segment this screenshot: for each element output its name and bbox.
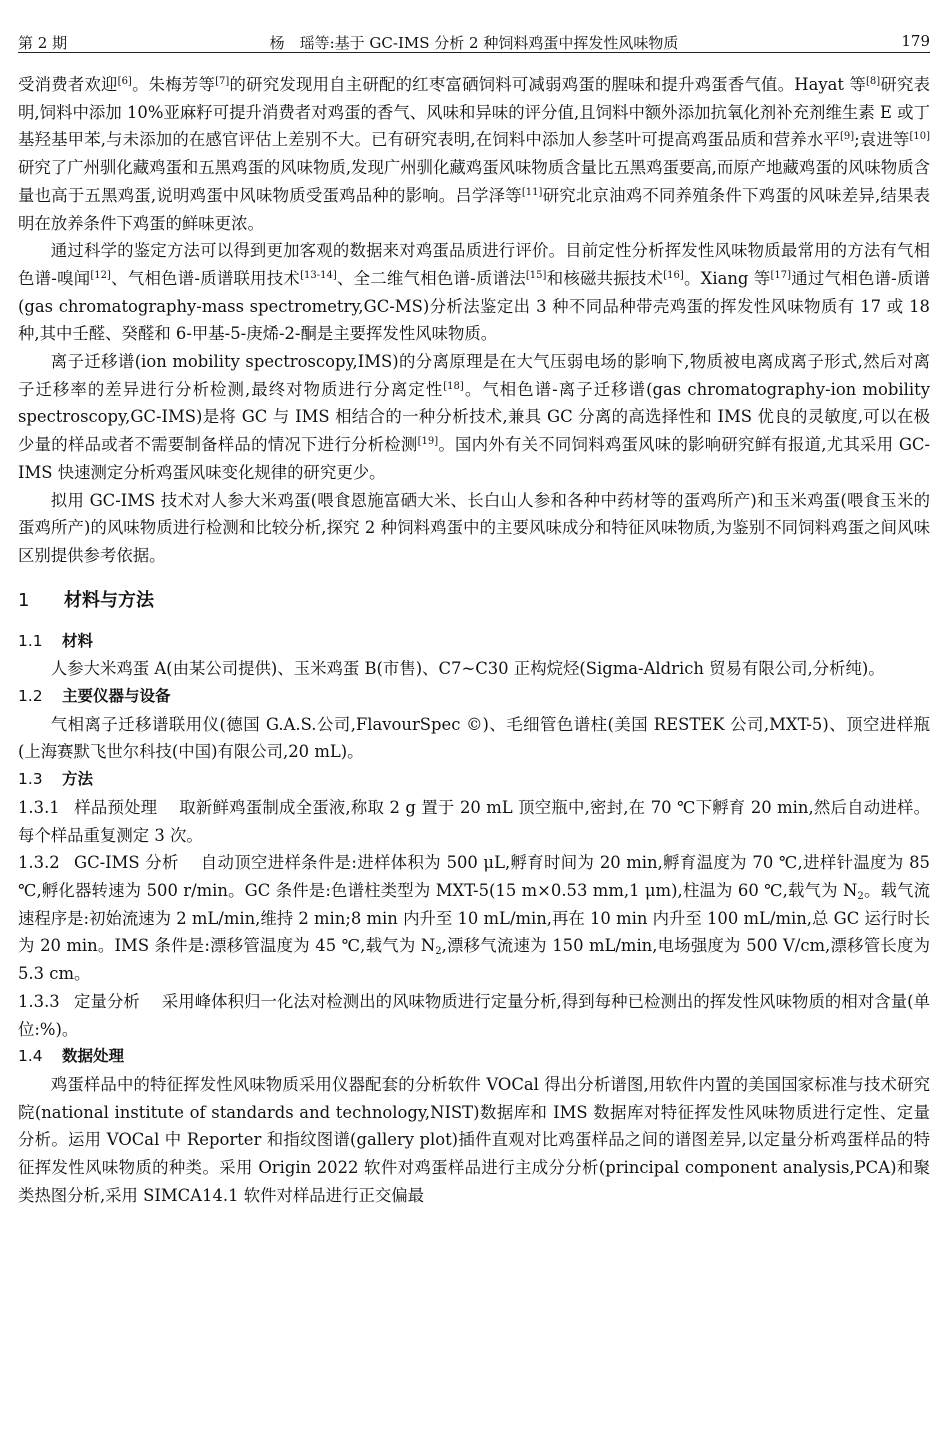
- paragraph-study-aim: 拟用 GC-IMS 技术对人参大米鸡蛋(喂食恩施富硒大米、长白山人参和各种中药材等的蛋鸡所产)和玉米鸡蛋(喂食玉米的蛋鸡所产)的风味物质进行检测和比较分析,探究 2 种饲料鸡蛋中的主要风味成分和特征风味物质,为鉴别不同饲料鸡蛋之间风味区别提供参考依据。: [18, 490, 930, 565]
- text-run: 研究了广州驯化藏鸡蛋和五黑鸡蛋的风味物质,发现广州驯化藏鸡蛋风味物质含量比五黑鸡蛋要高,而原产地藏鸡蛋的风味物质含量也高于五黑鸡蛋,说明鸡蛋中风味物质受蛋鸡品种的影响。吕学泽等: [18, 158, 930, 205]
- subsection-title: 样品预处理: [74, 797, 158, 817]
- text-run: 研究表明,饲料中添加 10%亚麻籽可提升消费者对鸡蛋的香气、风味和异味的评分值,且饲料中额外添加抗氧化剂补充剂维生素 E 或丁基羟基甲苯,与未添加的在感官评估上差别不大。已有研究表明,在饲料中添加人参茎叶可提高鸡蛋品质和营养水平: [18, 75, 931, 150]
- text-run: 的研究发现用自主研配的红枣富硒饲料可减弱鸡蛋的腥味和提升鸡蛋香气值。Hayat 等: [229, 75, 866, 94]
- section-heading-1-3: [18, 766, 930, 794]
- section-title: 数据处理: [62, 1047, 125, 1066]
- citation-ref: [16]: [663, 269, 684, 281]
- text-run: 、全二维气相色谱-质谱法: [336, 268, 526, 288]
- citation-ref: [9]: [839, 131, 855, 143]
- text-run: 。国内外有关不同饲料鸡蛋风味的影响研究鲜有报道,尤其采用 GC-IMS 快速测定分析鸡蛋风味变化规律的研究更少。: [18, 435, 930, 482]
- paragraph-intro-continued: [18, 71, 930, 237]
- page-number: 179: [901, 32, 930, 50]
- section-heading-1-1: [18, 628, 930, 656]
- text-run: 、气相色谱-质谱联用技术: [110, 268, 301, 288]
- section-title: 方法: [62, 770, 94, 789]
- subscript: 2: [857, 890, 864, 902]
- section-number: 1.1: [18, 631, 43, 650]
- text-run: ,漂移气流速为 150 mL/min,电场强度为 500 V/cm,漂移管长度为 5.3 cm。: [18, 936, 930, 984]
- paragraph-materials: 人参大米鸡蛋 A(由某公司提供)、玉米鸡蛋 B(市售)、C7~C30 正构烷烃(Sigma-Aldrich 贸易有限公司,分析纯)。: [50, 659, 885, 679]
- citation-ref: [15]: [525, 269, 547, 281]
- citation-ref: [18]: [443, 380, 464, 392]
- section-number: 1.4: [18, 1047, 43, 1066]
- article-body: [18, 71, 930, 1209]
- paragraph-methods-overview: [18, 237, 930, 348]
- text-run: 采用峰体积归一化法对检测出的风味物质进行定量分析,得到每种已检测出的挥发性风味物质的相对含量(单位:%)。: [18, 991, 930, 1039]
- section-heading-1-2: [18, 683, 930, 711]
- paragraph-gc-ims-analysis: [18, 849, 930, 988]
- text-run: 。Xiang 等: [683, 268, 771, 288]
- text-run: 通过科学的鉴定方法可以得到更加客观的数据来对鸡蛋品质进行评价。目前定性分析挥发性风味物质最常用的方法有气相色谱-嗅闻: [18, 241, 930, 288]
- paragraph-instruments: 气相离子迁移谱联用仪(德国 G.A.S.公司,FlavourSpec ©)、毛细管色谱柱(美国 RESTEK 公司,MXT-5)、顶空进样瓶(上海赛默飞世尔科技(中国)有限公司,20 mL)。: [18, 714, 930, 762]
- citation-ref: [17]: [770, 269, 792, 281]
- citation-ref: [13-14]: [300, 269, 337, 281]
- paragraph-quantitative-analysis: [18, 988, 930, 1043]
- text-run: 。载气流速程序是:初始流速为 2 mL/min,维持 2 min;8 min 内升至 10 mL/min,再在 10 min 内升至 100 mL/min,总 GC 运行时长为 20 min。IMS 条件是:漂移管温度为 45 ℃,载气为 N: [18, 880, 931, 956]
- issue-label: 第 2 期: [18, 34, 68, 52]
- subsection-title: GC-IMS 分析: [74, 853, 179, 873]
- text-run: 。气相色谱-离子迁移谱(gas chromatography-ion mobility spectroscopy,GC-IMS)是将 GC 与 IMS 相结合的一种分析技术,兼具 GC 分离的高选择性和 IMS 优良的灵敏度,可以在极少量的样品或者不需要制备样品的情况下进行分析检测: [18, 379, 930, 455]
- journal-page: [18, 28, 930, 1209]
- section-heading-1-4: [18, 1043, 930, 1071]
- paragraph-sample-prep: [18, 794, 930, 849]
- running-header: [18, 28, 930, 53]
- text-run: 和核磁共振技术: [546, 268, 664, 288]
- subsection-number: 1.3.3: [18, 991, 60, 1011]
- citation-ref: [8]: [866, 76, 881, 87]
- citation-ref: [19]: [417, 436, 439, 448]
- running-title: 杨 瑶等:基于 GC-IMS 分析 2 种饲料鸡蛋中挥发性风味物质: [269, 34, 679, 52]
- text-run: 自动顶空进样条件是:进样体积为 500 μL,孵育时间为 20 min,孵育温度为 70 ℃,进样针温度为 85 ℃,孵化器转速为 500 r/min。GC 条件是:色谱柱类型为 MXT-5(15 m×0.53 mm,1 μm),柱温为 60 ℃,载气为 N: [18, 853, 930, 900]
- text-run: 离子迁移谱(ion mobility spectroscopy,IMS)的分离原理是在大气压弱电场的影响下,物质被电离成离子形式,然后对离子迁移率的差异进行分析检测,最终对物质进行分离定性: [18, 352, 930, 399]
- subsection-title: 定量分析: [74, 991, 140, 1011]
- section-title: 材料与方法: [64, 589, 154, 611]
- section-title: 材料: [62, 631, 94, 650]
- subscript: 2: [435, 946, 442, 958]
- text-run: 研究北京油鸡不同养殖条件下鸡蛋的风味差异,结果表明在放养条件下鸡蛋的鲜味更浓。: [18, 185, 930, 233]
- section-title: 主要仪器与设备: [62, 687, 171, 706]
- citation-ref: [10]: [909, 131, 930, 143]
- section-number: 1.3: [18, 770, 43, 789]
- paragraph-data-processing: 鸡蛋样品中的特征挥发性风味物质采用仪器配套的分析软件 VOCal 得出分析谱图,用软件内置的美国国家标准与技术研究院(national institute of standards and technology,NIST)数据库和 IMS 数据库对特征挥发性风味物质进行定性、定量分析。运用 VOCal 中 Reporter 和指纹图谱(gallery plot)插件直观对比鸡蛋样品之间的谱图差异,以定量分析鸡蛋样品的特征挥发性风味物质的种类。采用 Origin 2022 软件对鸡蛋样品进行主成分分析(principal component analysis,PCA)和聚类热图分析,采用 SIMCA14.1 软件对样品进行正交偏最: [18, 1074, 930, 1205]
- text-run: 通过气相色谱-质谱(gas chromatography-mass spectrometry,GC-MS)分析法鉴定出 3 种不同品种带壳鸡蛋的挥发性风味物质有 17 或 18 种,其中壬醛、癸醛和 6-甲基-5-庚烯-2-酮是主要挥发性风味物质。: [18, 268, 930, 344]
- section-heading-1: [18, 588, 930, 614]
- text-run: 取新鲜鸡蛋制成全蛋液,称取 2 g 置于 20 mL 顶空瓶中,密封,在 70 ℃下孵育 20 min,然后自动进样。每个样品重复测定 3 次。: [18, 797, 930, 845]
- citation-ref: [7]: [215, 76, 230, 87]
- text-run: 受消费者欢迎: [18, 75, 118, 94]
- subsection-number: 1.3.2: [18, 853, 60, 873]
- subsection-number: 1.3.1: [18, 797, 60, 817]
- section-number: 1.2: [18, 687, 43, 706]
- citation-ref: [12]: [90, 269, 111, 281]
- paragraph-ims-principle: [18, 348, 930, 487]
- text-run: 。朱梅芳等: [131, 75, 216, 94]
- citation-ref: [6]: [117, 76, 132, 87]
- text-run: ;袁进等: [854, 130, 910, 150]
- section-number: 1: [18, 589, 30, 611]
- citation-ref: [11]: [521, 186, 543, 198]
